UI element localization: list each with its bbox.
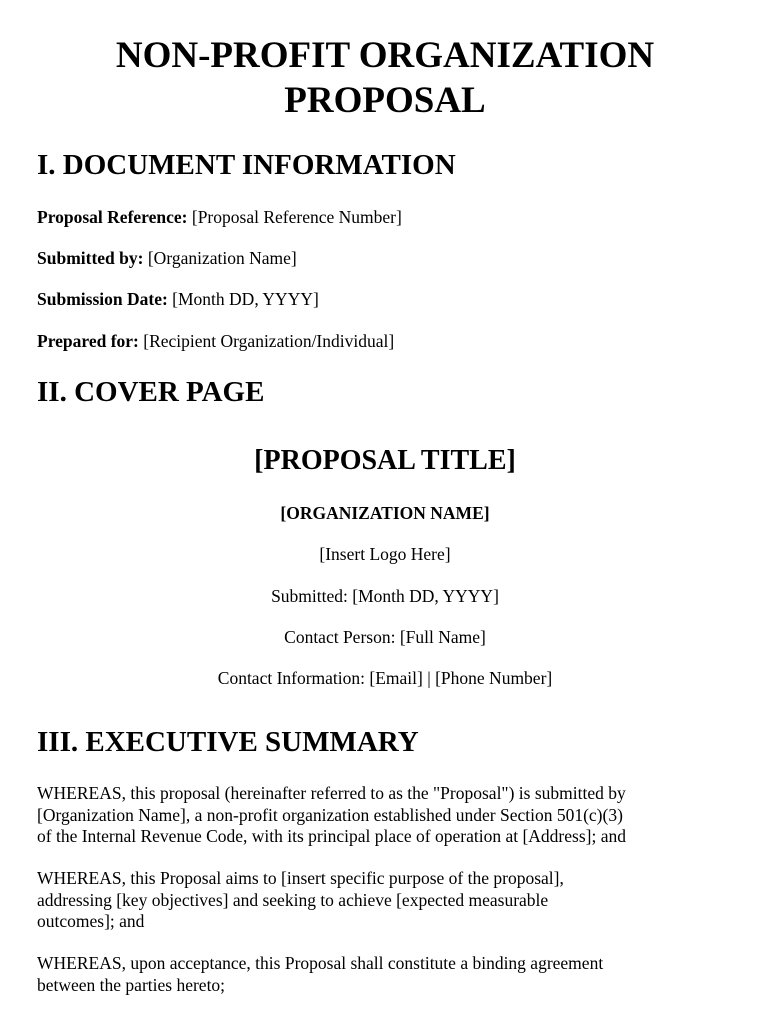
field-value: [Proposal Reference Number] (191, 207, 402, 227)
cover-contact-person: Contact Person: [Full Name] (284, 627, 486, 647)
field-submission-date (37, 288, 319, 310)
field-prepared-for (37, 330, 394, 352)
summary-line: between the parties hereto; (37, 974, 226, 995)
cover-proposal-title: [PROPOSAL TITLE] (254, 445, 516, 476)
section-heading-cover-page: II. COVER PAGE (37, 376, 265, 408)
field-value: [Recipient Organization/Individual] (143, 331, 395, 351)
summary-line: of the Internal Revenue Code, with its principal place of operation at [Address]; and (37, 826, 626, 847)
field-label: Proposal Reference: (37, 207, 188, 227)
document-title-line-1: NON-PROFIT ORGANIZATION (115, 35, 655, 76)
field-proposal-reference (37, 206, 402, 228)
summary-line: addressing [key objectives] and seeking to achieve [expected measurable (37, 889, 549, 910)
summary-line: outcomes]; and (37, 911, 145, 932)
document-title (40, 33, 730, 123)
cover-organization-name: [ORGANIZATION NAME] (280, 503, 490, 523)
field-value: [Month DD, YYYY] (172, 289, 319, 309)
cover-submitted-date: Submitted: [Month DD, YYYY] (271, 586, 499, 606)
cover-logo-placeholder: [Insert Logo Here] (319, 544, 451, 564)
cover-contact-information: Contact Information: [Email] | [Phone Number] (217, 668, 553, 688)
document-title-line-2: PROPOSAL (284, 80, 486, 121)
summary-line: [Organization Name], a non-profit organization established under Section 501(c)(3) (37, 804, 623, 825)
section-heading-executive-summary: III. EXECUTIVE SUMMARY (37, 726, 419, 758)
section-heading-document-information: I. DOCUMENT INFORMATION (37, 149, 456, 181)
field-label: Submission Date: (37, 289, 168, 309)
summary-paragraph (37, 868, 737, 933)
summary-paragraph (37, 783, 737, 848)
field-submitted-by (37, 247, 297, 269)
summary-paragraph (37, 953, 737, 996)
field-label: Submitted by: (37, 248, 144, 268)
summary-line: WHEREAS, this proposal (hereinafter referred to as the "Proposal") is submitted by (37, 783, 626, 803)
field-value: [Organization Name] (147, 248, 297, 268)
summary-line: WHEREAS, this Proposal aims to [insert specific purpose of the proposal], (37, 868, 564, 888)
summary-line: WHEREAS, upon acceptance, this Proposal shall constitute a binding agreement (37, 953, 604, 973)
field-label: Prepared for: (37, 331, 139, 351)
